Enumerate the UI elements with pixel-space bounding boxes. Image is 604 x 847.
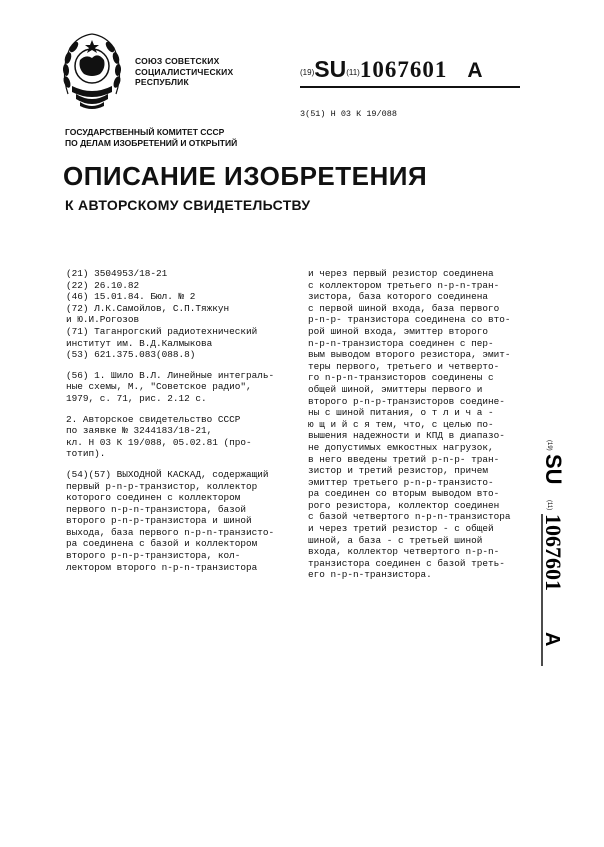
text-line: 1979, с. 71, рис. 2.12 с. xyxy=(66,392,207,404)
text-line: с коллектором третьего n-р-n-тран- xyxy=(308,279,500,291)
text-line: зистора, база которого соединена xyxy=(308,291,489,303)
text-line: второго р-n-р-транзистора, кол- xyxy=(66,550,241,562)
side-country-code: SU xyxy=(541,454,566,485)
code-prefix: (19) xyxy=(300,68,315,77)
country-code: SU xyxy=(314,56,347,82)
document-subtitle: К АВТОРСКОМУ СВИДЕТЕЛЬСТВУ xyxy=(65,197,311,213)
committee-line-2: ПО ДЕЛАМ ИЗОБРЕТЕНИЙ И ОТКРЫТИЙ xyxy=(65,138,238,148)
text-line: выхода, база первого n-р-n-транзисто- xyxy=(66,526,275,538)
right-column xyxy=(308,268,511,581)
text-line: ны с шиной питания, о т л и ч а - xyxy=(308,407,494,419)
text-line: второго р-n-р-транзисторов соедине- xyxy=(308,395,505,407)
ipc-classification xyxy=(300,109,397,119)
text-line: зистор и третий резистор, причем xyxy=(308,465,489,477)
text-line: и через первый резистор соединена xyxy=(308,268,494,279)
text-line: вым выводом второго резистора, эмит- xyxy=(308,349,511,361)
text-line: по заявке № 3244183/18-21, xyxy=(66,425,213,437)
column-spacer xyxy=(66,361,274,370)
text-line: его n-р-n-транзистора. xyxy=(308,569,432,581)
patent-number xyxy=(300,56,483,83)
ipc-prefix: 3(51) xyxy=(300,109,326,119)
text-line: рой шиной входа, эмиттер второго xyxy=(308,325,489,337)
text-line: общей шиной, эмиттеры первого и xyxy=(308,383,483,395)
text-line: 2. Авторское свидетельство СССР xyxy=(66,413,241,425)
text-line: эмиттер третьего р-n-р-транзисто- xyxy=(308,476,494,488)
text-line: (21) 3504953/18-21 xyxy=(66,268,168,279)
text-line: рого резистора, коллектор соединен xyxy=(308,499,500,511)
text-line: ра соединен со вторым выводом вто- xyxy=(308,488,500,500)
column-spacer xyxy=(66,405,274,414)
text-line: транзистора соединен с базой треть- xyxy=(308,557,505,569)
kind-code: A xyxy=(467,59,483,82)
union-line-2: СОЦИАЛИСТИЧЕСКИХ xyxy=(135,66,234,77)
text-line: в него введены третий р-n-р- тран- xyxy=(308,453,500,465)
side-patent-number xyxy=(522,438,566,670)
text-line: (54)(57) ВЫХОДНОЙ КАСКАД, содержащий xyxy=(66,468,269,480)
document-number: 1067601 xyxy=(359,57,448,82)
text-line: и через третий резистор - с общей xyxy=(308,523,494,535)
text-line: институт им. В.Д.Калмыкова xyxy=(66,337,213,349)
text-line: ра соединена с базой и коллектором xyxy=(66,538,258,550)
text-line: р-n-р- транзистора соединена со вто- xyxy=(308,314,511,326)
text-line: (71) Таганрогский радиотехнический xyxy=(66,325,258,337)
text-line: ю щ и й с я тем, что, с целью по- xyxy=(308,418,494,430)
text-line: (56) 1. Шило В.Л. Линейные интеграль- xyxy=(66,369,275,381)
text-line: входа, коллектор четвертого n-р-n- xyxy=(308,546,500,558)
text-line: (22) 26.10.82 xyxy=(66,279,140,291)
union-line-1: СОЮЗ СОВЕТСКИХ xyxy=(135,56,220,66)
text-line: первого n-р-n-транзистора, базой xyxy=(66,503,247,515)
union-name xyxy=(135,56,233,88)
number-prefix: (11) xyxy=(346,68,360,77)
document-title: ОПИСАНИЕ ИЗОБРЕТЕНИЯ xyxy=(63,161,428,191)
side-number-prefix: (11) xyxy=(546,500,552,511)
text-line: второго р-n-р-транзистора и шиной xyxy=(66,515,252,527)
text-line: (72) Л.К.Самойлов, С.П.Тяжкун xyxy=(66,302,230,314)
text-line: и Ю.И.Рогозов xyxy=(66,314,140,326)
left-column xyxy=(66,268,274,573)
side-document-number: 1067601 xyxy=(541,514,566,591)
text-line: лектором второго n-р-n-транзистора xyxy=(66,561,258,573)
text-line: с первой шиной входа, база первого xyxy=(308,302,500,314)
number-underline xyxy=(300,86,520,88)
text-line: тотип). xyxy=(66,448,106,460)
text-line: первый р-n-р-транзистор, коллектор xyxy=(66,480,258,492)
committee-name xyxy=(65,127,237,149)
text-line: го n-р-n-транзисторов соединены с xyxy=(308,372,494,384)
text-line: с базой четвертого n-р-n-транзистора xyxy=(308,511,511,523)
text-line: теры первого, третьего и четверто- xyxy=(308,360,500,372)
text-line: (53) 621.375.083(088.8) xyxy=(66,349,196,361)
text-line: не допустимых емкостных нагрузок, xyxy=(308,441,494,453)
ipc-code: Н 03 К 19/088 xyxy=(330,109,397,119)
text-line: которого соединен с коллектором xyxy=(66,492,241,504)
side-kind-code: A xyxy=(541,632,563,647)
text-line: n-р-n-транзистора соединен с пер- xyxy=(308,337,494,349)
column-spacer xyxy=(66,460,274,469)
union-line-3: РЕСПУБЛИК xyxy=(135,77,189,87)
text-line: (46) 15.01.84. Бюл. № 2 xyxy=(66,291,196,303)
ussr-emblem-icon xyxy=(58,30,126,112)
committee-line-1: ГОСУДАРСТВЕННЫЙ КОМИТЕТ СССР xyxy=(65,127,225,137)
text-line: шиной, а база - с третьей шиной xyxy=(308,534,483,546)
text-line: ные схемы, М., "Советское радио", xyxy=(66,381,252,393)
side-code-prefix: (19) xyxy=(546,440,552,451)
text-line: кл. Н 03 К 19/088, 05.02.81 (про- xyxy=(66,436,252,448)
text-line: вышения надежности и КПД в диапазо- xyxy=(308,430,505,442)
